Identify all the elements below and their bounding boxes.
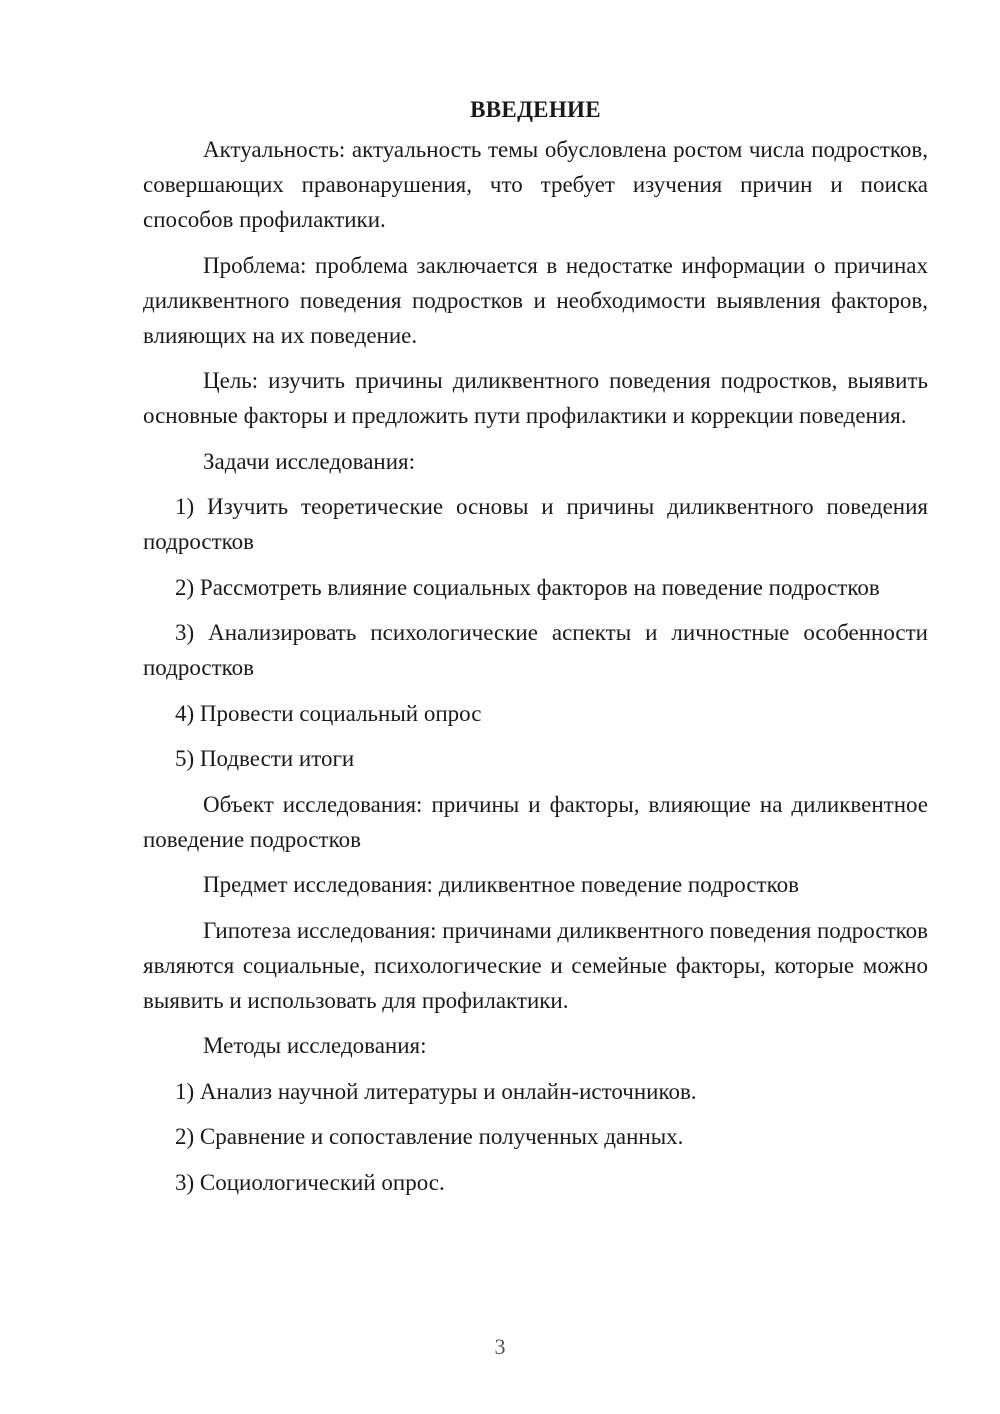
method-item-1: 1) Анализ научной литературы и онлайн-источников.	[175, 1078, 697, 1104]
task-item-5: 5) Подвести итоги	[175, 746, 355, 771]
task-item-3: 3) Анализировать психологические аспекты и личностные особенности подростков	[143, 620, 928, 680]
method-item-3: 3) Социологический опрос.	[175, 1169, 445, 1195]
tasks-heading: Задачи исследования:	[203, 448, 416, 474]
page-title: ВВЕДЕНИЕ	[470, 97, 601, 122]
task-item-4: 4) Провести социальный опрос	[175, 700, 482, 726]
subject-paragraph: Предмет исследования: диликвентное поведение подростков	[203, 872, 799, 897]
method-item-2: 2) Сравнение и сопоставление полученных данных.	[175, 1124, 684, 1149]
problem-paragraph: Проблема: проблема заключается в недостатке информации о причинах диликвентного поведения подростков и необходимости выявления факторов, влияющих на их поведение.	[143, 252, 928, 348]
relevance-paragraph: Актуальность: актуальность темы обусловлена ростом числа подростков, совершающих правонарушения, что требует изучения причин и поиска способов профилактики.	[143, 137, 928, 232]
page-number: 3	[494, 1334, 506, 1359]
hypothesis-paragraph: Гипотеза исследования: причинами диликвентного поведения подростков являются социальные, психологические и семейные факторы, которые можно выявить и использовать для профилактики.	[143, 917, 928, 1013]
object-paragraph: Объект исследования: причины и факторы, влияющие на диликвентное поведение подростков	[143, 791, 928, 852]
goal-paragraph: Цель: изучить причины диликвентного поведения подростков, выявить основные факторы и предложить пути профилактики и коррекции поведения.	[143, 368, 928, 428]
task-item-1: 1) Изучить теоретические основы и причины диликвентного поведения подростков	[143, 494, 928, 554]
task-item-2: 2) Рассмотреть влияние социальных факторов на поведение подростков	[175, 574, 880, 600]
methods-heading: Методы исследования:	[203, 1033, 427, 1058]
document-page	[143, 92, 928, 1210]
